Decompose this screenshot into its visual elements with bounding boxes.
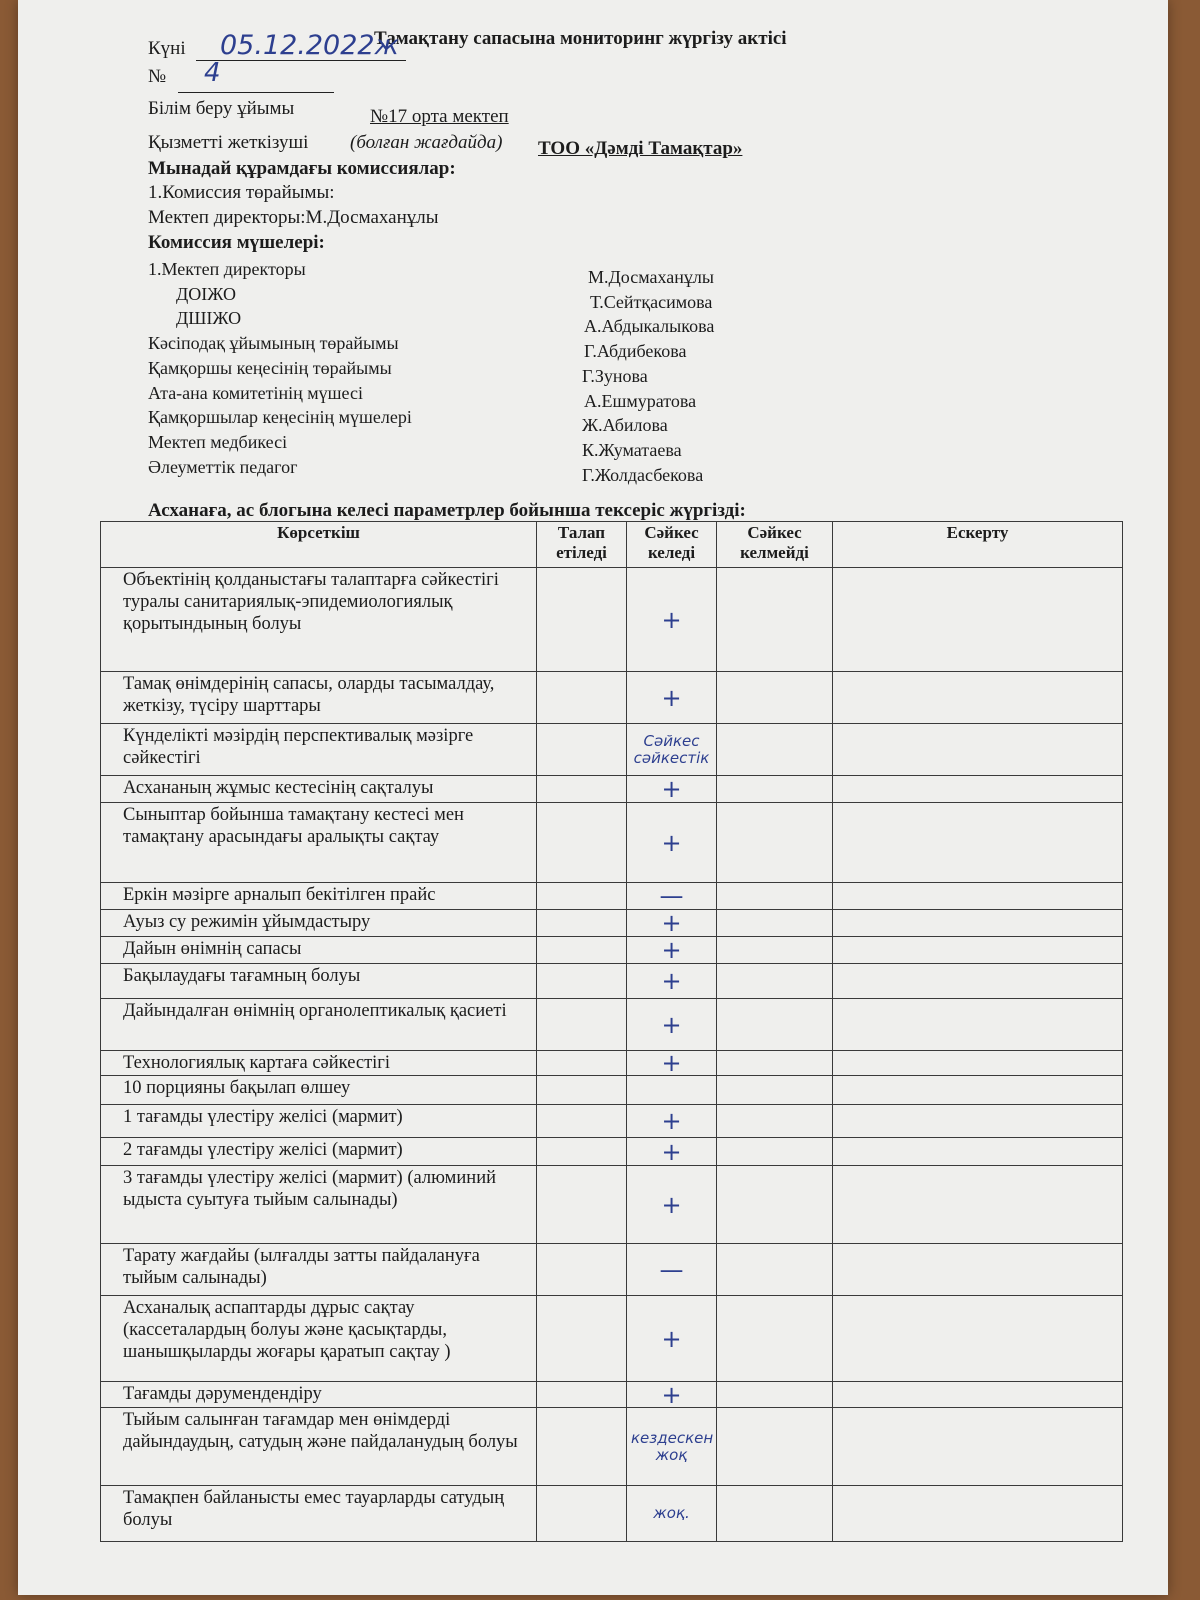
not-complies-cell bbox=[717, 1486, 833, 1542]
note-cell bbox=[833, 937, 1123, 964]
complies-mark-cell bbox=[627, 1076, 717, 1105]
not-complies-cell bbox=[717, 1382, 833, 1408]
complies-mark-cell: + bbox=[627, 568, 717, 672]
supplier-value: ТОО «Дәмді Тамақтар» bbox=[538, 138, 743, 159]
member-name: А.Абдыкалыкова bbox=[584, 316, 715, 337]
required-cell bbox=[537, 803, 627, 883]
table-header-row bbox=[101, 522, 1123, 568]
not-complies-cell bbox=[717, 1105, 833, 1138]
table-row bbox=[101, 776, 1123, 803]
complies-mark-cell: + bbox=[627, 776, 717, 803]
note-cell bbox=[833, 999, 1123, 1051]
note-cell bbox=[833, 1408, 1123, 1486]
note-cell bbox=[833, 672, 1123, 724]
member-roles bbox=[148, 257, 412, 479]
not-complies-cell bbox=[717, 1166, 833, 1244]
complies-mark-cell: + bbox=[627, 1296, 717, 1382]
complies-mark-cell: + bbox=[627, 999, 717, 1051]
required-cell bbox=[537, 883, 627, 910]
indicator-cell: Асханалық аспаптарды дұрыс сақтау (кассеталардың болуы және қасықтарды, шанышқыларды жоғары қаратып сақтау ) bbox=[101, 1296, 537, 1382]
required-cell bbox=[537, 999, 627, 1051]
supplier-label: Қызметті жеткізуші bbox=[148, 132, 309, 153]
not-complies-cell bbox=[717, 1076, 833, 1105]
required-cell bbox=[537, 910, 627, 937]
member-role: ДОІЖО bbox=[176, 283, 236, 304]
required-cell bbox=[537, 1408, 627, 1486]
table-row bbox=[101, 1138, 1123, 1166]
indicator-cell: Еркін мәзірге арналып бекітілген прайс bbox=[101, 883, 537, 910]
note-cell bbox=[833, 1051, 1123, 1076]
required-cell bbox=[537, 1244, 627, 1296]
note-cell bbox=[833, 568, 1123, 672]
table-row bbox=[101, 964, 1123, 999]
supplier-note: (болған жағдайда) bbox=[350, 132, 503, 153]
org-label: Білім беру ұйымы bbox=[148, 98, 295, 119]
indicator-cell: Күнделікті мәзірдің перспективалық мәзірге сәйкестігі bbox=[101, 724, 537, 776]
required-cell bbox=[537, 1166, 627, 1244]
column-header: Көрсеткіш bbox=[101, 522, 537, 568]
note-cell bbox=[833, 1076, 1123, 1105]
inspection-table bbox=[100, 521, 1123, 1542]
number-label: № bbox=[148, 66, 167, 87]
required-cell bbox=[537, 1486, 627, 1542]
column-header: Сәйкес келеді bbox=[627, 522, 717, 568]
member-name: К.Жуматаева bbox=[582, 439, 682, 460]
table-row bbox=[101, 1408, 1123, 1486]
table-row bbox=[101, 1076, 1123, 1105]
table-row bbox=[101, 1051, 1123, 1076]
column-header: Талап етіледі bbox=[537, 522, 627, 568]
table-row bbox=[101, 1382, 1123, 1408]
required-cell bbox=[537, 1051, 627, 1076]
member-role: Кәсіподақ ұйымының төрайымы bbox=[148, 333, 399, 354]
note-cell bbox=[833, 1486, 1123, 1542]
required-cell bbox=[537, 1382, 627, 1408]
indicator-cell: 2 тағамды үлестіру желісі (мармит) bbox=[101, 1138, 537, 1166]
note-cell bbox=[833, 776, 1123, 803]
member-role: 1.Мектеп директоры bbox=[148, 259, 306, 279]
table-row bbox=[101, 999, 1123, 1051]
complies-mark-cell: + bbox=[627, 910, 717, 937]
not-complies-cell bbox=[717, 776, 833, 803]
table-row bbox=[101, 910, 1123, 937]
table-row bbox=[101, 568, 1123, 672]
complies-mark-cell: + bbox=[627, 964, 717, 999]
note-cell bbox=[833, 1166, 1123, 1244]
table-row bbox=[101, 803, 1123, 883]
indicator-cell: Технологиялық картаға сәйкестігі bbox=[101, 1051, 537, 1076]
indicator-cell: 3 тағамды үлестіру желісі (мармит) (алюминий ыдыста суытуға тыйым салынады) bbox=[101, 1166, 537, 1244]
table-row bbox=[101, 1486, 1123, 1542]
complies-mark-cell: + bbox=[627, 1382, 717, 1408]
required-cell bbox=[537, 724, 627, 776]
not-complies-cell bbox=[717, 1408, 833, 1486]
complies-mark-cell: — bbox=[627, 883, 717, 910]
indicator-cell: Дайындалған өнімнің органолептикалық қасиеті bbox=[101, 999, 537, 1051]
note-cell bbox=[833, 964, 1123, 999]
complies-mark-cell: Сәйкес сәйкестік bbox=[627, 724, 717, 776]
complies-mark-cell: + bbox=[627, 937, 717, 964]
not-complies-cell bbox=[717, 1051, 833, 1076]
member-role: Әлеуметтік педагог bbox=[148, 456, 298, 477]
table-row bbox=[101, 1244, 1123, 1296]
indicator-cell: 1 тағамды үлестіру желісі (мармит) bbox=[101, 1105, 537, 1138]
table-row bbox=[101, 1166, 1123, 1244]
document-title: Тамақтану сапасына мониторинг жүргізу актісі bbox=[374, 28, 787, 49]
indicator-cell: Тағамды дәрумендендіру bbox=[101, 1382, 537, 1408]
note-cell bbox=[833, 724, 1123, 776]
number-underline bbox=[178, 92, 334, 93]
complies-mark-cell: + bbox=[627, 672, 717, 724]
table-row bbox=[101, 724, 1123, 776]
member-name: Г.Зунова bbox=[582, 365, 648, 386]
indicator-cell: Асхананың жұмыс кестесінің сақталуы bbox=[101, 776, 537, 803]
note-cell bbox=[833, 1105, 1123, 1138]
member-role: Мектеп медбикесі bbox=[148, 431, 288, 452]
note-cell bbox=[833, 910, 1123, 937]
date-label: Күні bbox=[148, 38, 186, 59]
complies-mark-cell: — bbox=[627, 1244, 717, 1296]
members-heading: Комиссия мүшелері: bbox=[148, 232, 325, 253]
complies-mark-cell: кездескен жоқ bbox=[627, 1408, 717, 1486]
chair-value: Мектеп директоры:М.Досмаханұлы bbox=[148, 207, 439, 228]
note-cell bbox=[833, 803, 1123, 883]
inspection-heading: Асханаға, ас блогына келесі параметрлер бойынша тексеріс жүргізді: bbox=[148, 500, 746, 521]
chair-label: 1.Комиссия төрайымы: bbox=[148, 182, 335, 203]
date-value: 05.12.2022ж bbox=[220, 30, 399, 61]
not-complies-cell bbox=[717, 999, 833, 1051]
member-role: ДШІЖО bbox=[176, 308, 242, 329]
member-name: Т.Сейтқасимова bbox=[590, 291, 713, 312]
number-value: 4 bbox=[204, 58, 221, 88]
not-complies-cell bbox=[717, 724, 833, 776]
required-cell bbox=[537, 568, 627, 672]
indicator-cell: Ауыз су режимін ұйымдастыру bbox=[101, 910, 537, 937]
required-cell bbox=[537, 1296, 627, 1382]
column-header: Сәйкес келмейді bbox=[717, 522, 833, 568]
complies-mark-cell: + bbox=[627, 803, 717, 883]
indicator-cell: Тамақпен байланысты емес тауарларды сатудың болуы bbox=[101, 1486, 537, 1542]
table-row bbox=[101, 883, 1123, 910]
indicator-cell: Сыныптар бойынша тамақтану кестесі мен тамақтану арасындағы аралықты сақтау bbox=[101, 803, 537, 883]
required-cell bbox=[537, 964, 627, 999]
member-role: Ата-ана комитетінің мүшесі bbox=[148, 382, 363, 403]
required-cell bbox=[537, 1076, 627, 1105]
member-name: М.Досмаханұлы bbox=[588, 267, 714, 287]
required-cell bbox=[537, 672, 627, 724]
table-row bbox=[101, 1105, 1123, 1138]
note-cell bbox=[833, 1296, 1123, 1382]
complies-mark-cell: + bbox=[627, 1138, 717, 1166]
table-row bbox=[101, 672, 1123, 724]
required-cell bbox=[537, 1138, 627, 1166]
indicator-cell: Объектінің қолданыстағы талаптарға сәйкестігі туралы санитариялық-эпидемиологиялық қорытындының болуы bbox=[101, 568, 537, 672]
member-name: Г.Жолдасбекова bbox=[582, 464, 704, 485]
org-value: №17 орта мектеп bbox=[370, 106, 509, 127]
not-complies-cell bbox=[717, 964, 833, 999]
table-row bbox=[101, 1296, 1123, 1382]
member-name: Ж.Абилова bbox=[582, 415, 668, 436]
member-role: Қамқоршылар кеңесінің мүшелері bbox=[148, 407, 412, 428]
note-cell bbox=[833, 1382, 1123, 1408]
note-cell bbox=[833, 883, 1123, 910]
indicator-cell: 10 порцияны бақылап өлшеу bbox=[101, 1076, 537, 1105]
table-row bbox=[101, 937, 1123, 964]
not-complies-cell bbox=[717, 1138, 833, 1166]
indicator-cell: Тамақ өнімдерінің сапасы, оларды тасымалдау, жеткізу, түсіру шарттары bbox=[101, 672, 537, 724]
not-complies-cell bbox=[717, 937, 833, 964]
not-complies-cell bbox=[717, 803, 833, 883]
note-cell bbox=[833, 1138, 1123, 1166]
complies-mark-cell: + bbox=[627, 1105, 717, 1138]
complies-mark-cell: жоқ. bbox=[627, 1486, 717, 1542]
not-complies-cell bbox=[717, 1296, 833, 1382]
required-cell bbox=[537, 937, 627, 964]
indicator-cell: Тарату жағдайы (ылғалды затты пайдалануға тыйым салынады) bbox=[101, 1244, 537, 1296]
not-complies-cell bbox=[717, 672, 833, 724]
member-name: Г.Абдибекова bbox=[584, 341, 687, 362]
not-complies-cell bbox=[717, 568, 833, 672]
not-complies-cell bbox=[717, 910, 833, 937]
member-name: А.Ешмуратова bbox=[584, 390, 697, 411]
indicator-cell: Дайын өнімнің сапасы bbox=[101, 937, 537, 964]
indicator-cell: Бақылаудағы тағамның болуы bbox=[101, 964, 537, 999]
complies-mark-cell: + bbox=[627, 1166, 717, 1244]
required-cell bbox=[537, 1105, 627, 1138]
required-cell bbox=[537, 776, 627, 803]
not-complies-cell bbox=[717, 1244, 833, 1296]
note-cell bbox=[833, 1244, 1123, 1296]
commission-heading: Мынадай құрамдағы комиссиялар: bbox=[148, 158, 456, 179]
column-header: Ескерту bbox=[833, 522, 1123, 568]
member-names bbox=[582, 265, 714, 487]
complies-mark-cell: + bbox=[627, 1051, 717, 1076]
indicator-cell: Тыйым салынған тағамдар мен өнімдерді дайындаудың, сатудың және пайдаланудың болуы bbox=[101, 1408, 537, 1486]
member-role: Қамқоршы кеңесінің төрайымы bbox=[148, 357, 392, 378]
not-complies-cell bbox=[717, 883, 833, 910]
